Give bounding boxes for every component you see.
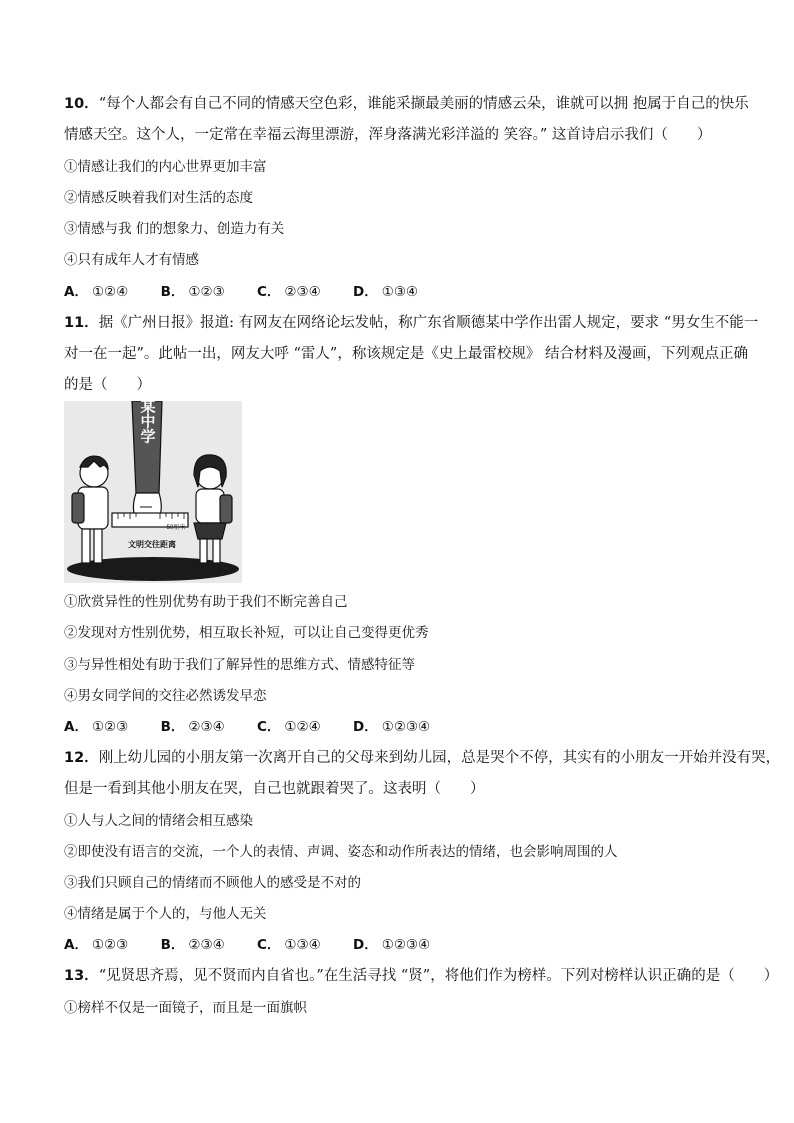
question-11-option-1: ①欣赏异性的性别优势有助于我们不断完善自己	[64, 594, 348, 610]
question-number: 13．	[64, 968, 99, 984]
cartoon-illustration	[64, 401, 242, 583]
question-10-stem-line-1: 10．“每个人都会有自己不同的情感天空色彩，谁能采撷最美丽的情感云朵，谁就可以拥 抱属于自己的快乐	[64, 96, 749, 112]
question-11-stem-line-1: 11．据《广州日报》报道: 有网友在网络论坛发帖，称广东省顺德某中学作出雷人规定，要求 “男女生不能一	[64, 315, 759, 331]
question-10-choices	[64, 282, 736, 302]
question-10-option-4: ④只有成年人才有情感	[64, 252, 199, 268]
question-12-option-2: ②即使没有语言的交流，一个人的表情、声调、姿态和动作所表达的情绪，也会影响周围的人	[64, 844, 618, 860]
question-11-option-4: ④男女同学间的交往必然诱发早恋	[64, 688, 267, 704]
question-number: 12．	[64, 750, 99, 766]
question-number: 10．	[64, 96, 99, 112]
question-10-option-2: ②情感反映着我们对生活的态度	[64, 190, 253, 206]
choice-b: B． ①②③	[160, 284, 225, 300]
choice-a: A． ①②④	[64, 284, 129, 300]
choice-d: D． ①②③④	[353, 719, 431, 735]
question-10-option-1: ①情感让我们的内心世界更加丰富	[64, 159, 267, 175]
caption: 文明交往距离	[128, 540, 176, 549]
question-12-option-4: ④情绪是属于个人的，与他人无关	[64, 906, 267, 922]
question-11-option-2: ②发现对方性别优势，相互取长补短，可以让自己变得更优秀	[64, 625, 429, 641]
choice-a: A． ①②③	[64, 719, 129, 735]
choice-d: D． ①③④	[353, 284, 419, 300]
question-11-option-3: ③与异性相处有助于我们了解异性的思维方式、情感特征等	[64, 657, 415, 673]
question-number: 11．	[64, 315, 99, 331]
choice-c: C． ②③④	[256, 284, 321, 300]
question-12-option-3: ③我们只顾自己的情绪而不顾他人的感受是不对的	[64, 875, 361, 891]
question-12-stem-line-2: 但是一看到其他小朋友在哭，自己也就跟着哭了。这表明（ ）	[64, 781, 485, 797]
question-13-option-1: ①榜样不仅是一面镜子，而且是一面旗帜	[64, 1000, 307, 1016]
choice-c: C． ①②④	[256, 719, 321, 735]
choice-c: C． ①③④	[256, 937, 321, 953]
choice-a: A． ①②③	[64, 937, 129, 953]
choice-b: B． ②③④	[160, 937, 225, 953]
question-12-choices	[64, 935, 736, 955]
question-10-option-3: ③情感与我 们的想象力、创造力有关	[64, 221, 285, 237]
choice-d: D． ①②③④	[353, 937, 431, 953]
question-12-option-1: ①人与人之间的情绪会相互感染	[64, 813, 253, 829]
question-11-stem-line-2: 对一在一起”。此帖一出，网友大呼 “雷人”，称该规定是《史上最雷校规》 结合材料及漫画，下列观点正确	[64, 346, 748, 362]
question-10-stem-line-2: 情感天空。这个人，一定常在幸福云海里漂游，浑身落满光彩洋溢的 笑容。” 这首诗启示我们（ ）	[64, 127, 712, 143]
choice-b: B． ②③④	[160, 719, 225, 735]
question-12-stem-line-1: 12．刚上幼儿园的小朋友第一次离开自己的父母来到幼儿园，总是哭个不停，其实有的小朋友一开始并没有哭，	[64, 750, 781, 766]
question-13-stem-line-1: 13．“见贤思齐焉，见不贤而内自省也。”在生活寻找 “贤”，将他们作为榜样。下列对榜样认识正确的是（ ）	[64, 968, 779, 984]
question-11-stem-line-3: 的是（ ）	[64, 377, 151, 393]
banner-text: 某中学	[138, 401, 156, 444]
question-11-choices	[64, 717, 736, 737]
ruler-label: 50厘米	[166, 525, 186, 531]
